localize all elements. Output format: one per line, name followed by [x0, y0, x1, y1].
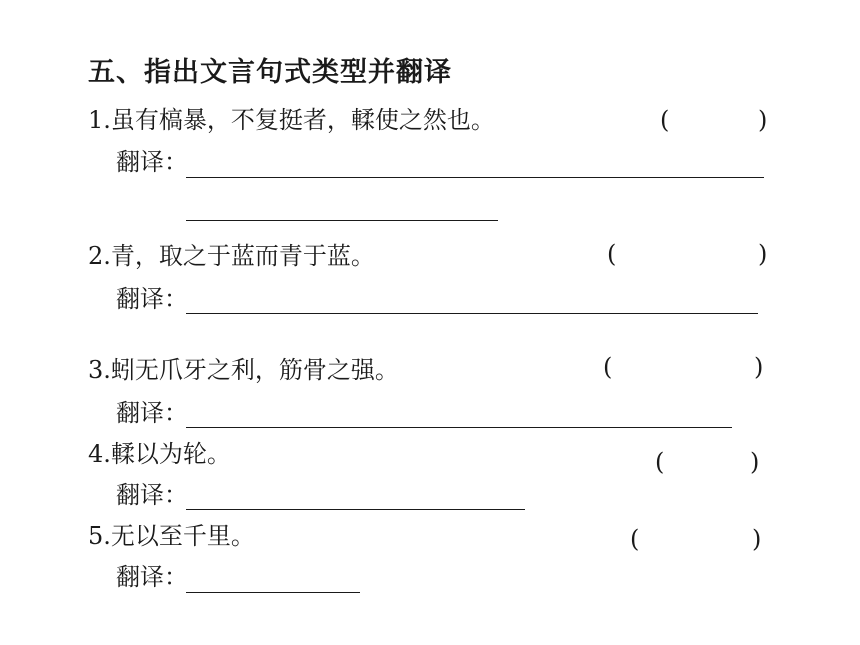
question-3-paren-close: )	[754, 353, 764, 381]
question-3-text: 3.蚓无爪牙之利，筋骨之强。	[88, 356, 399, 384]
question-5-text: 5.无以至千里。	[88, 522, 255, 550]
question-1-paren-open: (	[660, 106, 670, 134]
question-3-answer-line[interactable]	[186, 427, 732, 428]
question-2-translate-label: 翻译：	[116, 285, 188, 313]
question-4-text: 4.輮以为轮。	[88, 440, 231, 468]
question-3-paren-open: (	[603, 353, 613, 381]
question-1-answer-line-2[interactable]	[186, 220, 498, 221]
question-5-translate-label: 翻译：	[116, 563, 188, 591]
question-5-answer-line[interactable]	[186, 592, 360, 593]
question-2-answer-line[interactable]	[186, 313, 758, 314]
section-title: 五、指出文言句式类型并翻译	[88, 57, 452, 88]
question-5-paren-open: (	[630, 525, 640, 553]
question-1-answer-line-1[interactable]	[186, 177, 764, 178]
question-4-paren-close: )	[750, 448, 760, 476]
question-2-paren-close: )	[758, 240, 768, 268]
question-1-translate-label: 翻译：	[116, 148, 188, 176]
question-3-translate-label: 翻译：	[116, 399, 188, 427]
question-4-translate-label: 翻译：	[116, 481, 188, 509]
question-2-text: 2.青，取之于蓝而青于蓝。	[88, 242, 375, 270]
question-4-answer-line[interactable]	[186, 509, 525, 510]
question-5-paren-close: )	[752, 525, 762, 553]
question-2-paren-open: (	[607, 240, 617, 268]
question-4-paren-open: (	[655, 448, 665, 476]
question-1-paren-close: )	[758, 106, 768, 134]
question-1-text: 1.虽有槁暴，不复挺者，輮使之然也。	[88, 106, 495, 134]
